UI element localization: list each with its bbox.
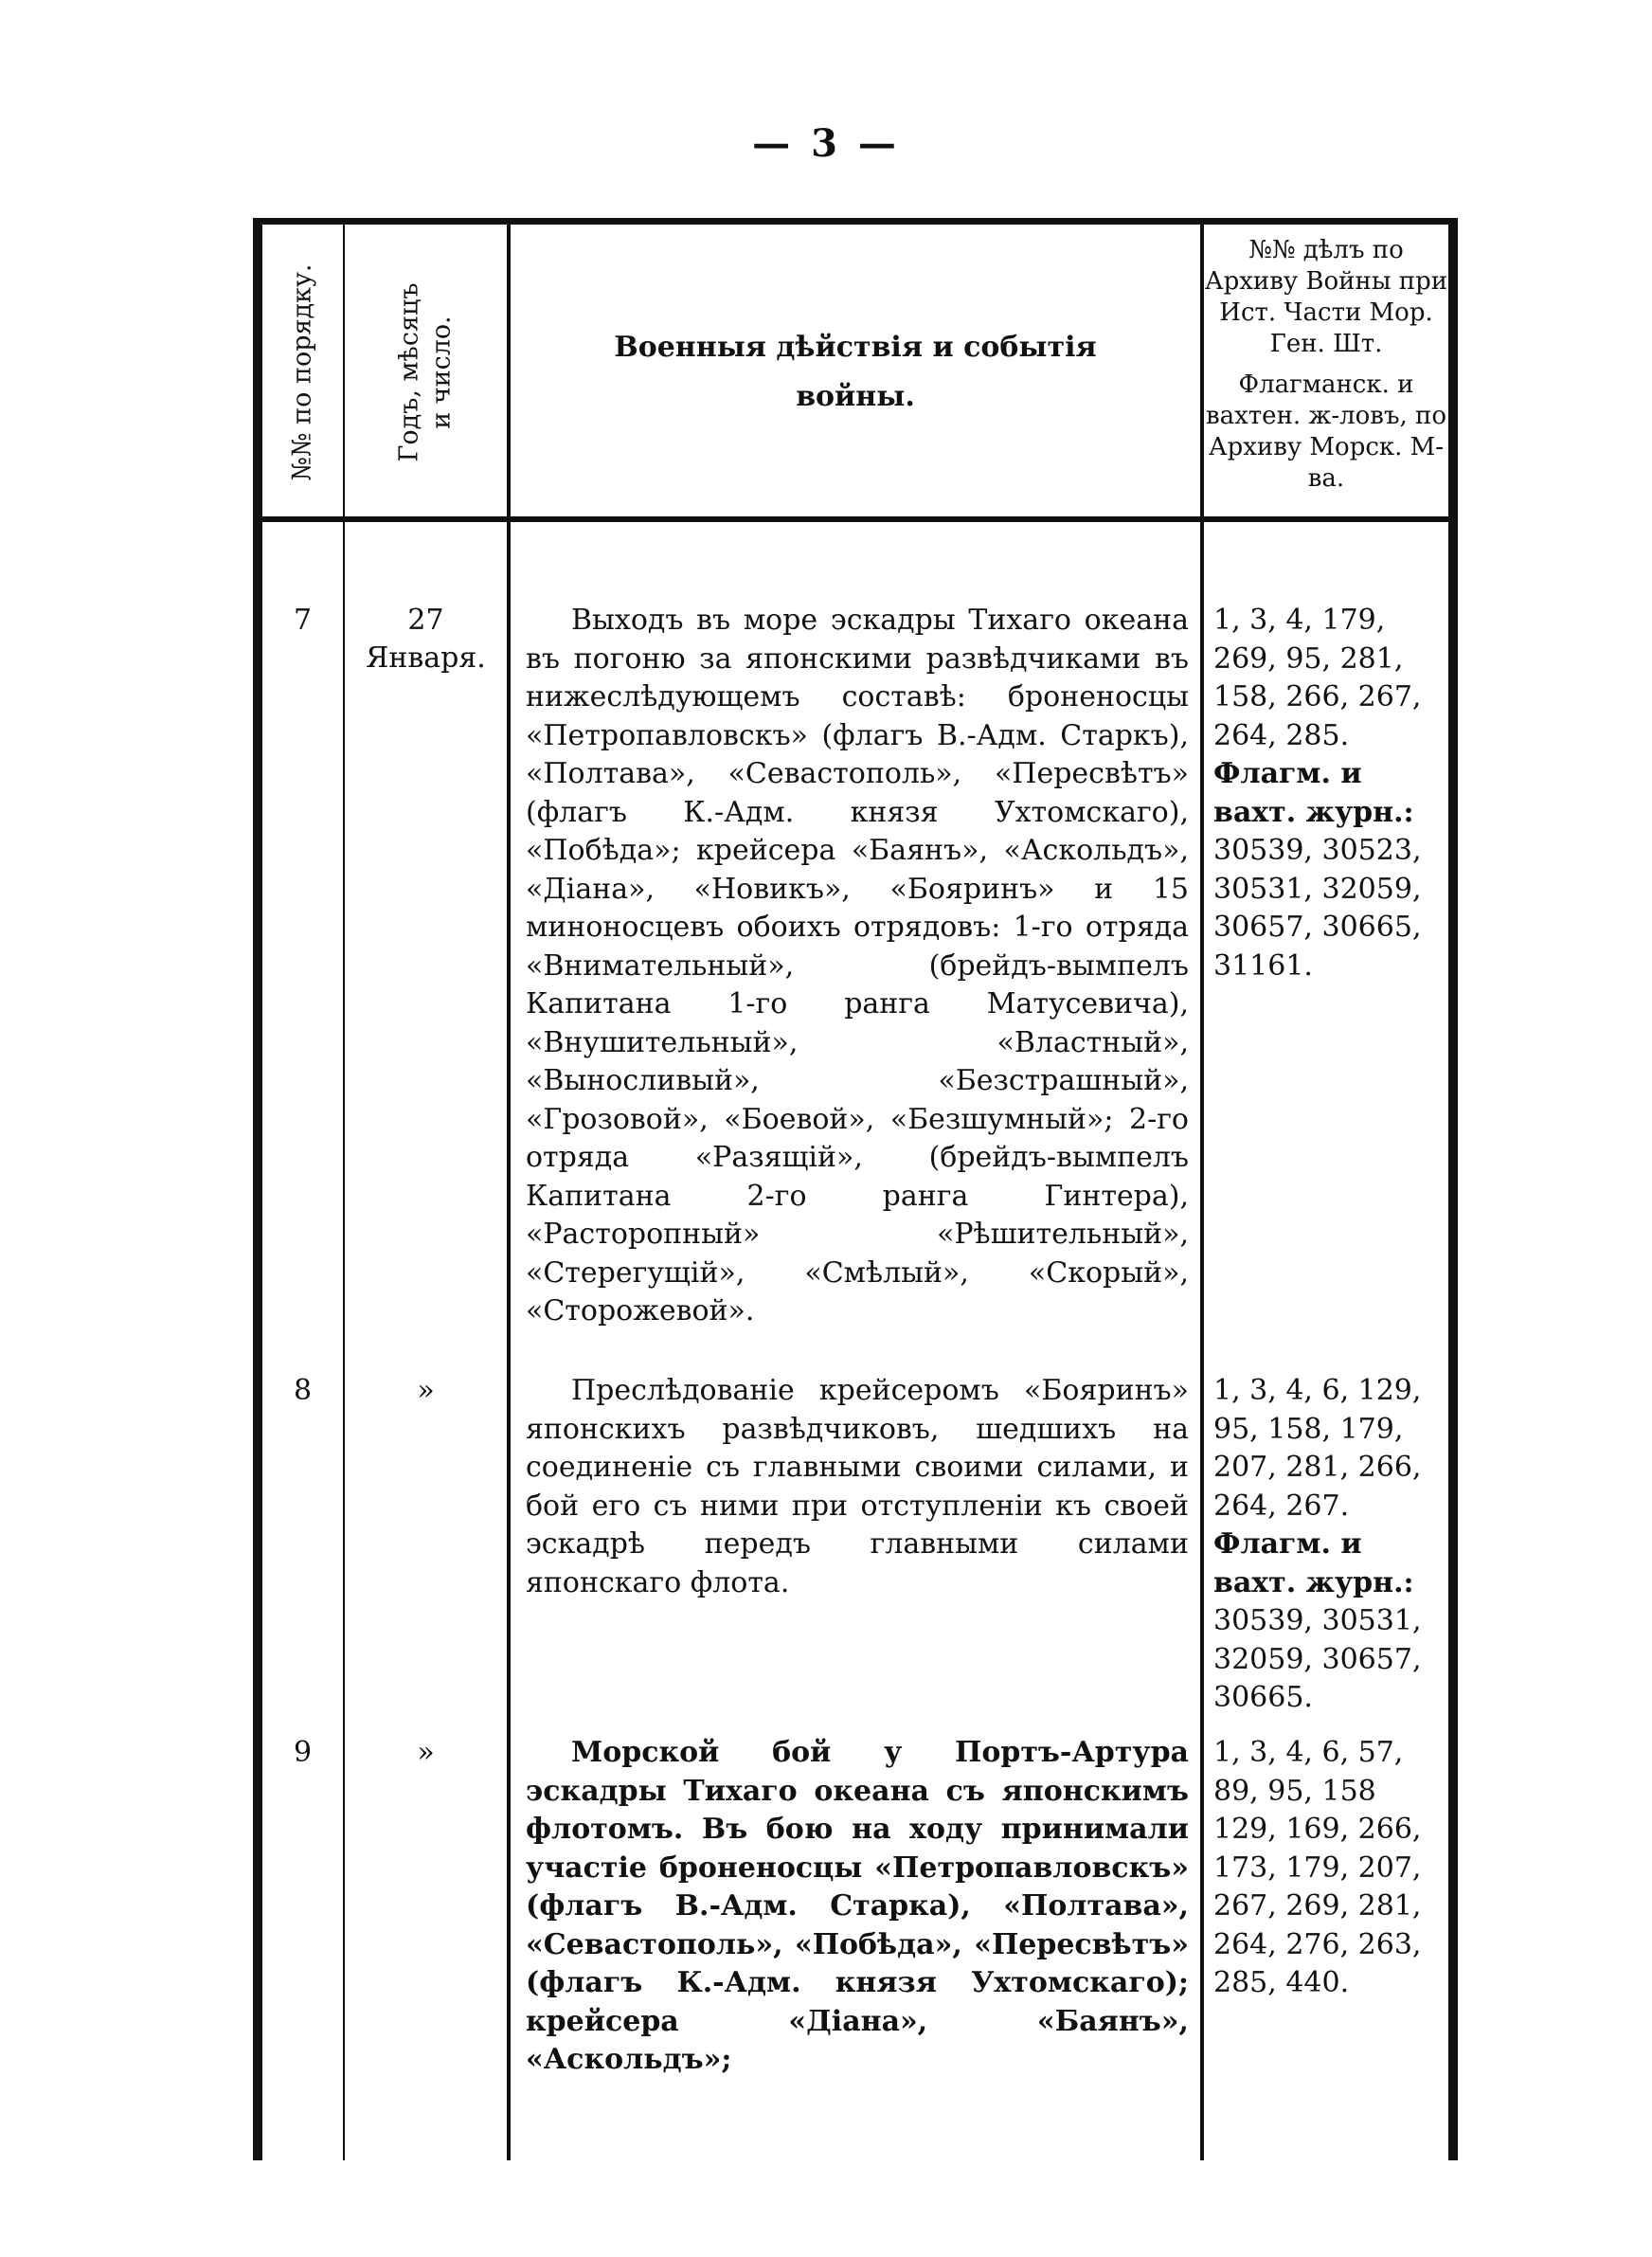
row-refs <box>1213 1372 1448 1718</box>
header-refs-cell <box>1204 235 1448 504</box>
row-event-text: Выходъ въ море эскадры Тихаго океана въ погоню за японскими развѣдчиками въ нижеслѣдующемъ составѣ: броненосцы «Петропавловскъ» (флагъ В.-Адм. Старкъ), «Полтава», «Севастополь», «Пересвѣтъ» (флагъ К.-Адм. князя Ухтомскаго), «Побѣда»; крейсера «Баянъ», «Аскольдъ», «Діана», «Новикъ», «Бояринъ» и 15 миноносцевъ обоихъ отрядовъ: 1-го отряда «Внимательный», (брейдъ-вымпелъ Капитана 1-го ранга Матусевича), «Внушительный», «Властный», «Выносливый», «Безстрашный», «Грозовой», «Боевой», «Безшумный»; 2-го отряда «Разящій», (брейдъ-вымпелъ Капитана 2-го ранга Гинтера), «Расторопный» «Рѣшительный», «Стерегущій», «Смѣлый», «Скорый», «Сторожевой». <box>526 604 1189 1327</box>
row-date-ditto: » <box>417 1736 435 1769</box>
chronology-table <box>253 218 1458 2160</box>
row-refs-logs-label: Флагм. и вахт. журн.: <box>1213 757 1414 829</box>
row-number: 8 <box>293 1374 313 1407</box>
row-number: 9 <box>293 1736 313 1769</box>
header-events-cell <box>511 227 1200 516</box>
header-date-label <box>394 282 458 461</box>
page-number: — 3 — <box>752 121 900 166</box>
row-event-text: Преслѣдованіе крейсеромъ «Бояринъ» японскихъ развѣдчиковъ, шедшихъ на соединеніе съ главными своими силами, и бой его съ ними при отступленіи къ своей эскадрѣ передъ главными силами японскаго флота. <box>526 1374 1189 1599</box>
row-date <box>345 602 507 677</box>
row-date <box>345 1372 507 1410</box>
row-refs-archive: 1, 3, 4, 6, 57, 89, 95, 158 129, 169, 266, 173, 179, 207, 267, 269, 281, 264, 276, 263, 285, 440. <box>1213 1736 1422 1999</box>
header-date-line1: Годъ, мѣсяцъ <box>394 281 424 462</box>
table-left-rule <box>253 218 262 2160</box>
header-date-cell <box>345 227 507 516</box>
header-refs-logs: Флагманск. и вахтен. ж-ловъ, по Архиву Морск. М-ва. <box>1206 370 1446 493</box>
header-events-line1: Военныя дѣйствія и событія <box>614 330 1097 364</box>
header-events-line2: войны. <box>796 379 915 413</box>
row-refs-archive: 1, 3, 4, 6, 129, 95, 158, 179, 207, 281, 266, 264, 267. <box>1213 1374 1422 1523</box>
row-number: 7 <box>293 604 313 637</box>
header-refs-archive: №№ дѣлъ по Архиву Войны при Ист. Части Мор. Ген. Шт. <box>1204 236 1448 358</box>
row-date <box>345 1734 507 1772</box>
row-refs-logs-label: Флагм. и вахт. журн.: <box>1213 1527 1414 1599</box>
row-refs-archive: 1, 3, 4, 179, 269, 95, 281, 158, 266, 267, 264, 285. <box>1213 604 1422 752</box>
header-number-cell <box>262 227 343 516</box>
row-date-day: 27 <box>407 604 444 637</box>
table-right-rule <box>1448 218 1458 2160</box>
row-date-month: Января. <box>366 641 486 675</box>
row-event-text: Морской бой у Портъ-Артура эскадры Тихаго океана съ японскимъ флотомъ. Въ бою на ходу принимали участіе броненосцы «Петропавловскъ» (флагъ В.-Адм. Старка), «Полтава», «Севастополь», «Побѣда», «Пересвѣтъ» (флагъ К.-Адм. князя Ухтомскаго); крейсера «Діана», «Баянъ», «Аскольдъ»; <box>526 1736 1189 2076</box>
row-refs-logs: 30539, 30523, 30531, 32059, 30657, 30665, 31161. <box>1213 834 1422 983</box>
column-divider <box>1200 218 1204 2160</box>
row-refs <box>1213 1734 1448 2003</box>
header-bottom-rule <box>253 516 1458 522</box>
header-date-line2: и число. <box>426 315 457 429</box>
row-refs <box>1213 602 1448 985</box>
header-number-label: №№ по порядку. <box>287 262 317 481</box>
row-date-ditto: » <box>417 1374 435 1407</box>
table-top-rule <box>253 218 1458 225</box>
row-refs-logs: 30539, 30531, 32059, 30657, 30665. <box>1213 1604 1422 1714</box>
